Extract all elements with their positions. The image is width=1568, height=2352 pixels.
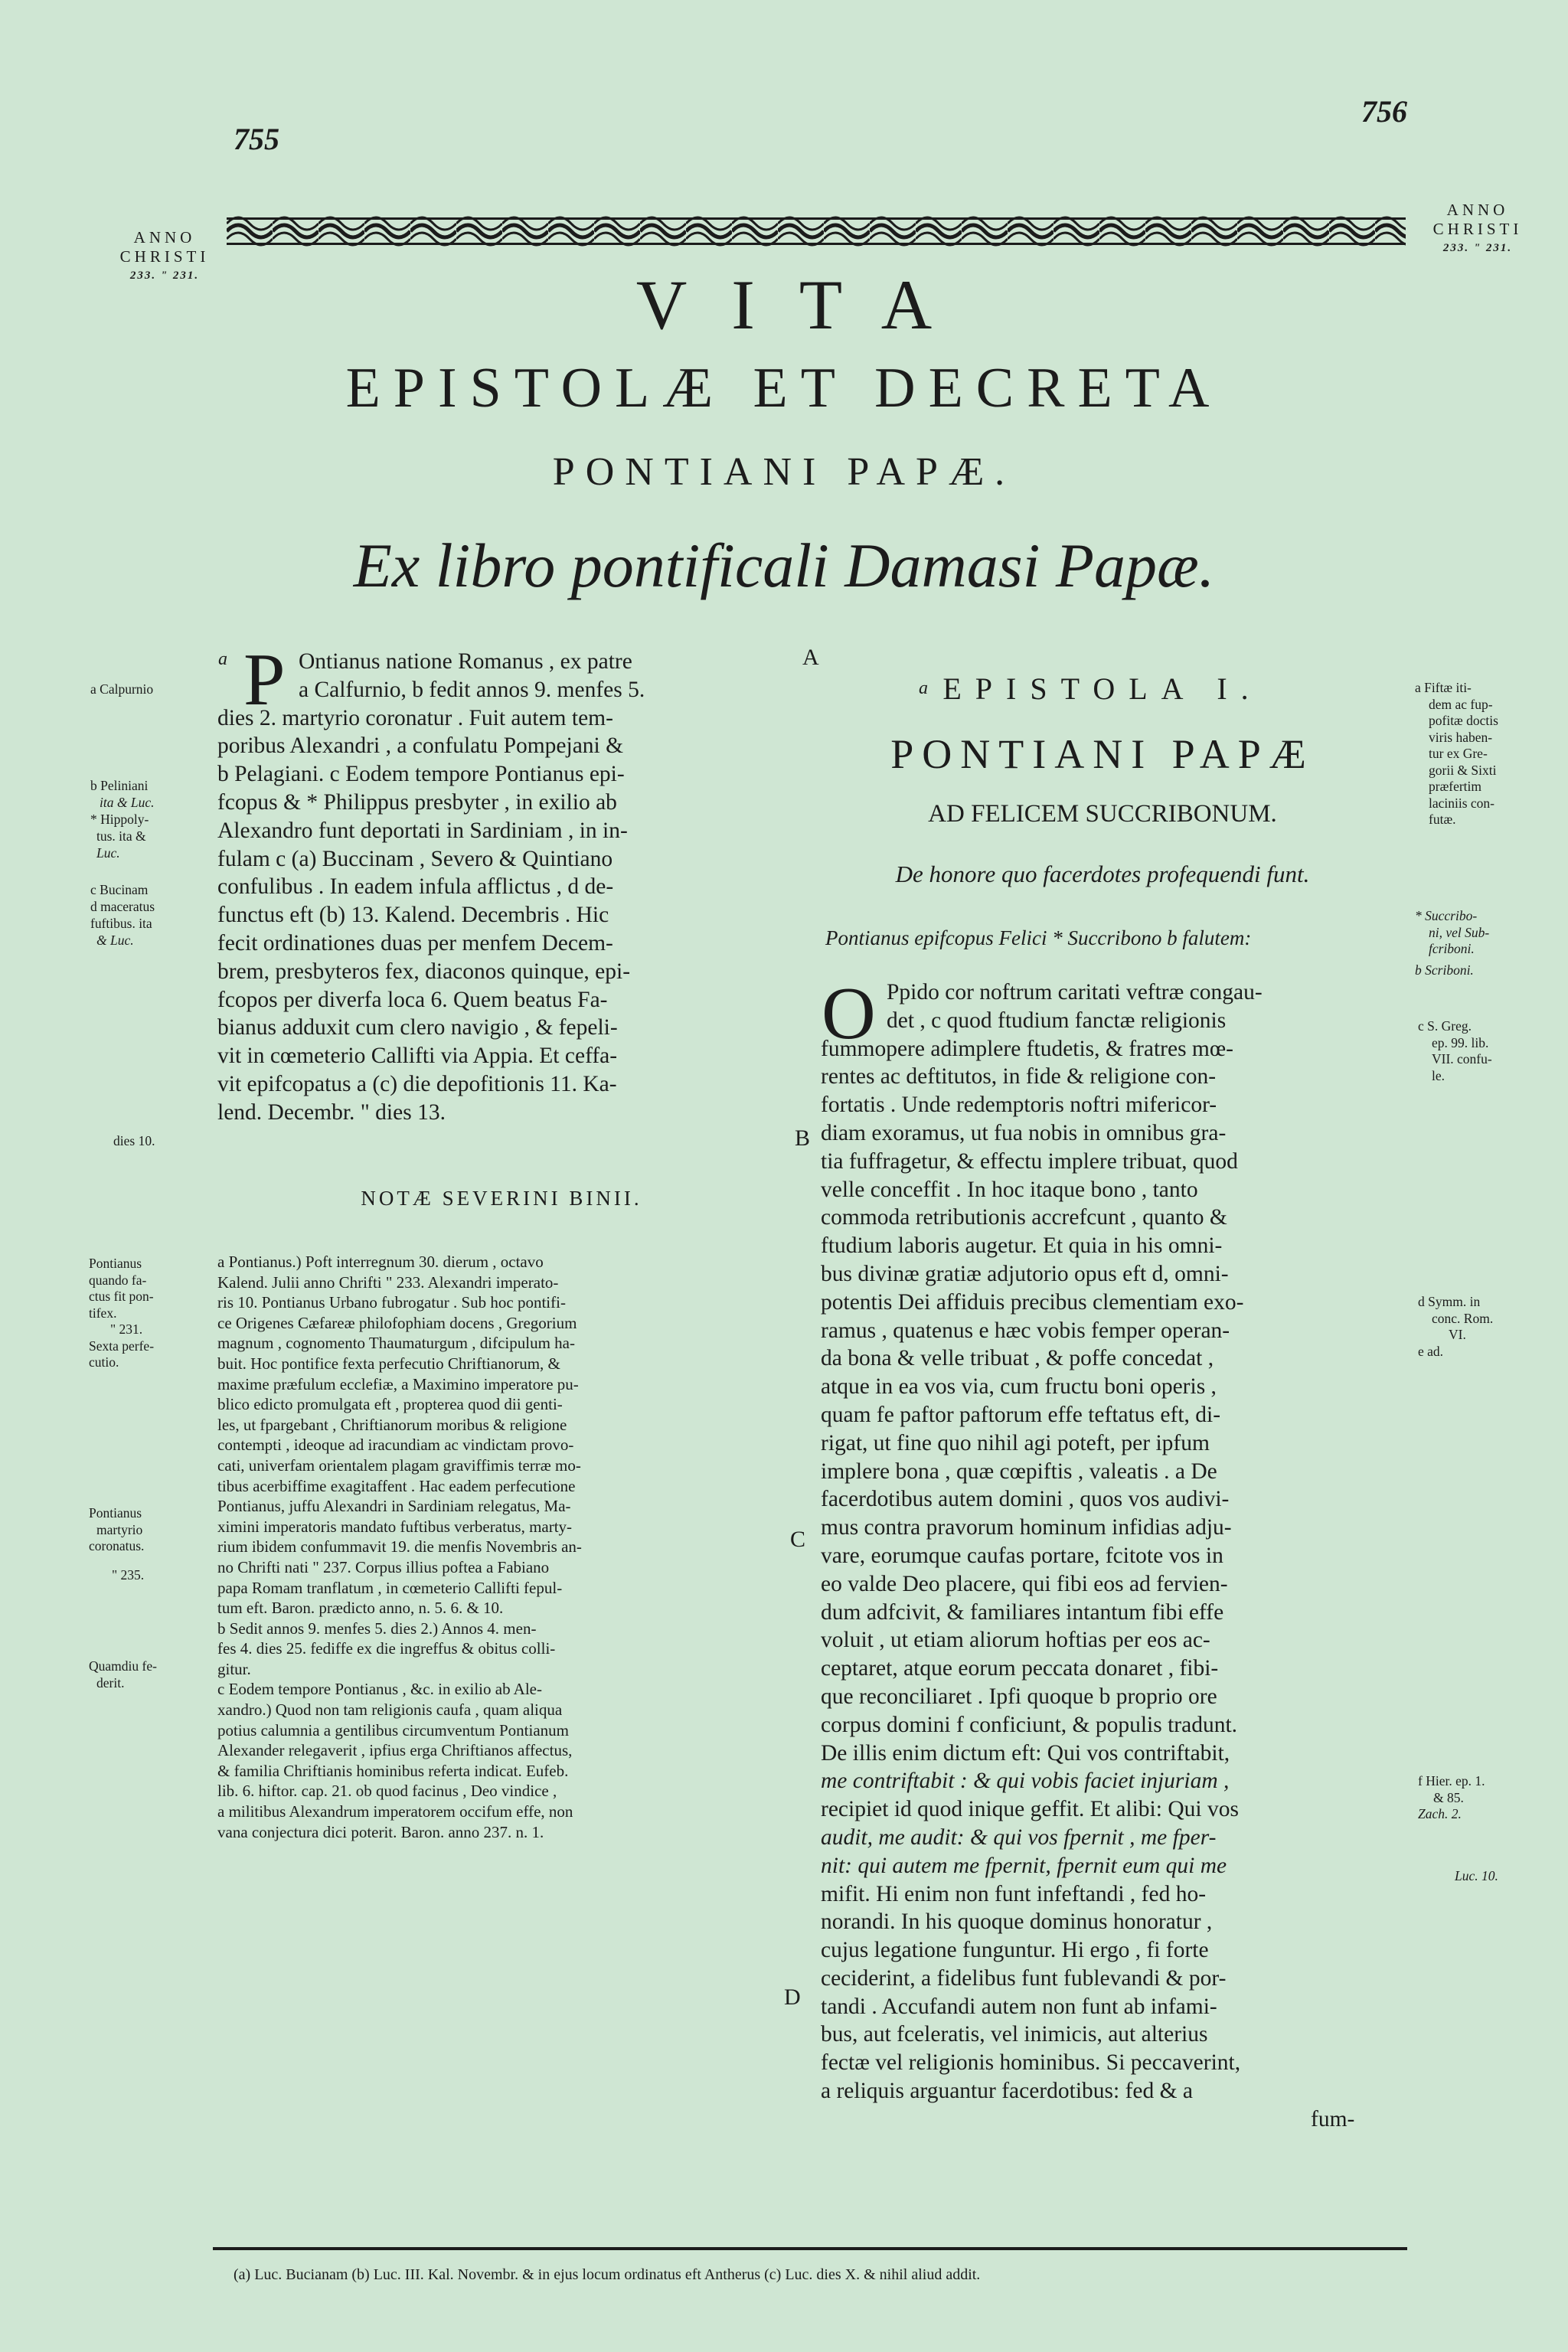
margin-note: a Calpurnio: [90, 681, 154, 697]
margin-note: ita & Luc.: [100, 795, 155, 810]
text-line: recipiet id quod inique geffit. Et alibi: Qui vos: [821, 1797, 1239, 1822]
text-line: tia fuffragetur, & effectu implere tribuat, quod: [821, 1148, 1238, 1174]
margin-note: dies 10.: [113, 1133, 155, 1148]
margin-note: futæ.: [1429, 812, 1456, 827]
text-line: atque in ea vos via, cum fructu boni operis ,: [821, 1374, 1217, 1400]
margin-note: * Hippoly-: [90, 812, 149, 827]
section-letter-c: C: [790, 1527, 806, 1552]
margin-note: b Peliniani: [90, 778, 149, 793]
note-line: tibus acerbiffime exagitaffent . Hac eadem perfecutione: [217, 1476, 576, 1495]
text-line: vare, eorumque caufas portare, fcitote vos in: [821, 1543, 1223, 1568]
epistola-text: [821, 972, 1355, 2134]
note-line: papa Romam tranflatum , in cœmeterio Callifti fepul-: [217, 1578, 563, 1597]
anno-label: ANNO: [1446, 201, 1509, 219]
text-line: det , c quod ftudium fanctæ religionis: [887, 1008, 1227, 1033]
note-line: c Eodem tempore Pontianus , &c. in exilio ab Ale-: [217, 1680, 542, 1699]
text-line: a Calfurnio, b fedit annos 9. menfes 5.: [299, 677, 645, 702]
margin-note: * Succribo-: [1415, 908, 1478, 923]
pontiani-heading: PONTIANI PAPÆ: [890, 731, 1315, 777]
text-line: mifit. Hi enim non funt infeftandi , fed ho-: [821, 1881, 1207, 1906]
text-line: cujus legatione funguntur. Hi ergo , fi forte: [821, 1938, 1209, 1963]
margin-note: derit.: [96, 1674, 125, 1690]
margin-note: fuftibus. ita: [90, 916, 152, 931]
footnote-marker: a: [218, 649, 227, 669]
page-number-left: 755: [234, 122, 279, 156]
note-line: rium ibidem confummavit 19. die menfis Novembris an-: [217, 1537, 582, 1557]
notes-margin: [89, 1658, 157, 1691]
margin-note: gorii & Sixti: [1429, 762, 1497, 778]
text-line: mus contra pravorum hominum infidias adju-: [821, 1515, 1232, 1540]
margin-note: tur ex Gre-: [1429, 746, 1488, 761]
margin-note: c S. Greg.: [1418, 1018, 1472, 1034]
note-line: vana conjectura dici poterit. Baron. anno 237. n. 1.: [217, 1822, 544, 1841]
note-line: blico edicto promulgata eft , propterea quod dii genti-: [217, 1395, 563, 1414]
year-value: 233. " 231.: [129, 270, 200, 282]
footnote-marker: a: [919, 678, 928, 698]
note-line: ris 10. Pontianus Urbano fubrogatur . Sub hoc pontifi-: [217, 1293, 566, 1312]
note-line: b Sedit annos 9. menfes 5. dies 2.) Annos 4. men-: [217, 1619, 537, 1638]
note-line: magnum , cognomento Thaumaturgum , difcipulum ha-: [217, 1334, 575, 1353]
text-line: confulibus . In eadem infula afflictus , d de-: [217, 874, 614, 900]
text-line: tandi . Accufandi autem non funt ab infami-: [821, 1994, 1217, 2019]
vita-text: [217, 639, 645, 1127]
note-line: & familia Chriftianis hominibus referta indicat. Eufeb.: [217, 1761, 569, 1780]
text-line: nit: qui autem me fpernit, fpernit eum qui me: [821, 1853, 1227, 1878]
text-line: fcopos per diverfa loca 6. Quem beatus Fa-: [217, 987, 608, 1012]
text-line: fectæ vel religionis hominibus. Si peccaverint,: [821, 2050, 1241, 2076]
text-line: Ontianus natione Romanus , ex patre: [299, 649, 632, 674]
text-line: rigat, ut fine quo nihil agi poteft, per ipfum: [821, 1430, 1210, 1455]
margin-note: quando fa-: [89, 1272, 147, 1288]
note-line: potius calumnia a gentilibus circumventum Pontianum: [217, 1720, 570, 1740]
ad-felicem-heading: AD FELICEM SUCCRIBONUM.: [928, 800, 1277, 828]
note-line: contempti , ideoque ad iracundiam ac vindictam provo-: [217, 1436, 574, 1455]
anno-label: ANNO: [133, 228, 196, 247]
note-line: ce Origenes Cæfareæ philofophiam docens , Gregorium: [217, 1313, 577, 1332]
right-margin: [1415, 680, 1498, 828]
notes-margin: [89, 1256, 154, 1371]
margin-note: dem ac fup-: [1429, 696, 1493, 712]
title-pontiani: PONTIANI PAPÆ.: [552, 450, 1016, 494]
text-line: implere bona , quæ cœpiftis , valeatis . a De: [821, 1459, 1217, 1484]
margin-note: coronatus.: [89, 1538, 145, 1553]
text-line: fummopere adimplere ftudetis, & fratres mœ-: [821, 1036, 1234, 1061]
note-line: fes 4. dies 25. fediffe ex die ingreffus & obitus colli-: [217, 1639, 556, 1658]
margin-note: " 235.: [112, 1566, 145, 1583]
margin-note: Luc. 10.: [1455, 1868, 1498, 1883]
note-line: Alexander relegaverit , ipfius erga Chriftianos affectus,: [217, 1741, 573, 1760]
text-line: poribus Alexandri , a confulatu Pompejani &: [217, 733, 624, 759]
margin-note: Pontianus: [89, 1256, 142, 1271]
text-line: bianus adduxit cum clero navigio , & fepeli-: [217, 1015, 618, 1040]
note-line: Pontianus, juffu Alexandri in Sardiniam relegatus, Ma-: [217, 1497, 571, 1516]
notes-heading: NOTÆ SEVERINI BINII.: [361, 1187, 642, 1210]
margin-note: cutio.: [89, 1354, 119, 1370]
margin-note: d Symm. in: [1418, 1294, 1481, 1309]
note-line: buit. Hoc pontifice fexta perfecutio Chriftianorum, &: [217, 1354, 560, 1373]
note-line: Kalend. Julii anno Chrifti " 233. Alexandri imperato-: [217, 1272, 559, 1292]
margin-note: tifex.: [89, 1305, 117, 1321]
margin-note: e ad.: [1418, 1343, 1444, 1359]
section-letter-b: B: [795, 1125, 811, 1151]
text-line: ceptaret, atque eorum peccata donaret , fibi-: [821, 1656, 1219, 1681]
text-line: commoda retributionis accrefcunt , quanto &: [821, 1205, 1227, 1230]
note-line: gitur.: [217, 1659, 251, 1678]
text-line: ceciderint, a fidelibus funt fublevandi & por-: [821, 1965, 1227, 1991]
text-line: fortatis . Unde redemptoris noftri mifericor-: [821, 1093, 1217, 1118]
text-line: eo valde Deo placere, qui fibi eos ad fervien-: [821, 1571, 1228, 1596]
text-line: a reliquis arguantur facerdotibus: fed & a: [821, 2079, 1194, 2104]
right-margin: [1418, 1294, 1493, 1360]
text-line: voluit , ut etiam aliorum hoftias per eos ac-: [821, 1628, 1210, 1653]
text-line: bus, aut fceleratis, vel inimicis, aut alterius: [821, 2022, 1208, 2047]
text-line: dum adfcivit, & familiares intantum fibi effe: [821, 1599, 1224, 1625]
text-line: fcopus & * Philippus presbyter , in exilio ab: [217, 789, 617, 815]
note-line: a Pontianus.) Poft interregnum 30. dierum , octavo: [217, 1253, 544, 1271]
text-line: dies 2. martyrio coronatur . Fuit autem tem-: [217, 705, 613, 730]
text-line: que reconciliaret . Ipfi quoque b proprio ore: [821, 1684, 1217, 1709]
title-ex-libro: Ex libro pontificali Damasi Papæ.: [353, 531, 1215, 600]
margin-note: VII. confu-: [1432, 1051, 1492, 1067]
text-line: vit in cœmeterio Callifti via Appia. Et ceffa-: [217, 1044, 618, 1069]
ornamental-band: [227, 216, 1406, 247]
text-line: velle conceffit . In hoc itaque bono , tanto: [821, 1177, 1198, 1202]
note-line: maxime præfulum ecclefiæ, a Maximino imperatore pu-: [217, 1374, 579, 1393]
margin-note: Pontianus: [89, 1505, 142, 1521]
margin-note: Sexta perfe-: [89, 1338, 155, 1354]
epistola-heading: EPISTOLA I.: [942, 671, 1263, 706]
margin-note: viris haben-: [1429, 729, 1493, 745]
text-line: norandi. In his quoque dominus honoratur ,: [821, 1909, 1213, 1935]
argument-line: De honore quo facerdotes profequendi funt.: [895, 861, 1310, 887]
text-line: bus divinæ gratiæ adjutorio opus eft d, omni-: [821, 1261, 1229, 1286]
text-line: rentes ac deftitutos, in fide & religione con-: [821, 1064, 1217, 1089]
year-header-right: [1420, 201, 1535, 258]
margin-note: & Luc.: [96, 933, 134, 948]
year-value: 233. " 231.: [1442, 242, 1513, 254]
note-line: no Chrifti nati " 237. Corpus illius poftea a Fabiano: [217, 1557, 550, 1576]
margin-note: Zach. 2.: [1418, 1806, 1462, 1821]
right-margin: [1415, 908, 1489, 978]
margin-note: fcriboni.: [1429, 941, 1475, 956]
text-line: fum-: [1311, 2106, 1355, 2132]
note-line: tum eft. Baron. prædicto anno, n. 5. 6. & 10.: [217, 1599, 504, 1618]
text-line: diam exoramus, ut fua nobis in omnibus gra-: [821, 1120, 1227, 1145]
notes-text: [217, 1252, 582, 1842]
page-number-right: 756: [1361, 94, 1407, 129]
note-line: xandro.) Quod non tam religionis caufa , quam aliqua: [217, 1700, 563, 1720]
margin-note: pofitæ doctis: [1429, 713, 1498, 728]
christi-label: CHRISTI: [119, 247, 210, 266]
text-line: Ppido cor noftrum caritati veftræ congau-: [887, 980, 1263, 1004]
text-line: lend. Decembr. " dies 13.: [217, 1099, 446, 1125]
margin-note: VI.: [1449, 1327, 1466, 1342]
right-margin: [1418, 1773, 1485, 1823]
note-line: a militibus Alexandrum imperatorem occifum effe, non: [217, 1802, 573, 1821]
text-line: brem, presbyteros fex, diaconos quinque, epi-: [217, 959, 631, 984]
text-line: ramus , quatenus e hæc vobis femper operan-: [821, 1318, 1230, 1343]
section-letter-a: A: [802, 645, 819, 670]
note-line: cati, univerfam orientalem plagam graviffimis terræ mo-: [217, 1455, 581, 1475]
margin-note: conc. Rom.: [1432, 1310, 1494, 1326]
margin-note: b Scriboni.: [1415, 962, 1474, 978]
margin-note: martyrio: [96, 1521, 143, 1537]
footnote-line: (a) Luc. Bucianam (b) Luc. III. Kal. Novembr. & in ejus locum ordinatus eft Antherus (c) Luc. dies X. & nihil aliud addit.: [234, 2266, 981, 2283]
margin-note: ctus fit pon-: [89, 1289, 154, 1304]
margin-note: le.: [1432, 1067, 1446, 1083]
text-line: da bona & velle tribuat , & poffe concedat ,: [821, 1346, 1214, 1371]
text-line: quam fe paftor paftorum effe teftatus eft, di-: [821, 1402, 1221, 1427]
text-line: vit epifcopatus a (c) die depofitionis 11. Ka-: [217, 1071, 617, 1096]
margin-note: f Hier. ep. 1.: [1418, 1773, 1485, 1788]
right-margin: [1418, 1018, 1492, 1084]
margin-note: " 231.: [110, 1321, 143, 1337]
text-line: facerdotibus autem domini , quos vos audivi-: [821, 1487, 1230, 1512]
text-line: b Pelagiani. c Eodem tempore Pontianus epi-: [217, 762, 625, 787]
text-line: Alexandro funt deportati in Sardiniam , in in-: [217, 818, 628, 843]
margin-note: & 85.: [1433, 1789, 1464, 1805]
text-line: audit, me audit: & qui vos fpernit , me fper-: [821, 1824, 1217, 1850]
margin-note: Quamdiu fe-: [89, 1658, 157, 1674]
section-letter-d: D: [784, 1984, 801, 2010]
margin-note: Luc.: [96, 845, 120, 861]
notes-margin: [89, 1505, 144, 1583]
salutation: Pontianus epifcopus Felici * Succribono b falutem:: [825, 926, 1252, 949]
margin-note: ep. 99. lib.: [1432, 1034, 1489, 1050]
text-line: functus eft (b) 13. Kalend. Decembris . Hic: [217, 903, 609, 928]
text-line: fulam c (a) Buccinam , Severo & Quintiano: [217, 846, 613, 871]
text-line: corpus domini f conficiunt, & populis tradunt.: [821, 1712, 1238, 1737]
note-line: les, ut fpargebant , Chriftianorum moribus & religione: [217, 1415, 567, 1434]
text-line: De illis enim dictum eft: Qui vos contriftabit,: [821, 1740, 1230, 1766]
footer-rule: [213, 2247, 1407, 2250]
margin-note: a Fiftæ iti-: [1415, 680, 1472, 695]
margin-note: d maceratus: [90, 899, 155, 914]
text-line: ftudium laboris augetur. Et quia in his omni-: [821, 1233, 1223, 1259]
drop-cap: O: [822, 972, 876, 1055]
margin-note: laciniis con-: [1429, 795, 1495, 811]
margin-note: præfertim: [1429, 779, 1482, 794]
text-line: me contriftabit : & qui vobis faciet injuriam ,: [821, 1769, 1230, 1794]
christi-label: CHRISTI: [1432, 220, 1523, 238]
title-vita: VITA: [635, 266, 977, 344]
text-line: potentis Dei affiduis precibus clementiam exo-: [821, 1289, 1244, 1315]
text-line: fecit ordinationes duas per menfem Decem-: [217, 930, 613, 956]
note-line: ximini imperatoris mandato fuftibus verberatus, marty-: [217, 1517, 573, 1536]
drop-cap: P: [243, 639, 286, 721]
margin-note: ni, vel Sub-: [1429, 924, 1490, 940]
margin-note: tus. ita &: [96, 828, 146, 844]
note-line: lib. 6. hiftor. cap. 21. ob quod facinus , Deo vindice ,: [217, 1782, 557, 1801]
margin-note: c Bucinam: [90, 882, 149, 897]
title-epistolae: EPISTOLÆ ET DECRETA: [345, 357, 1223, 420]
